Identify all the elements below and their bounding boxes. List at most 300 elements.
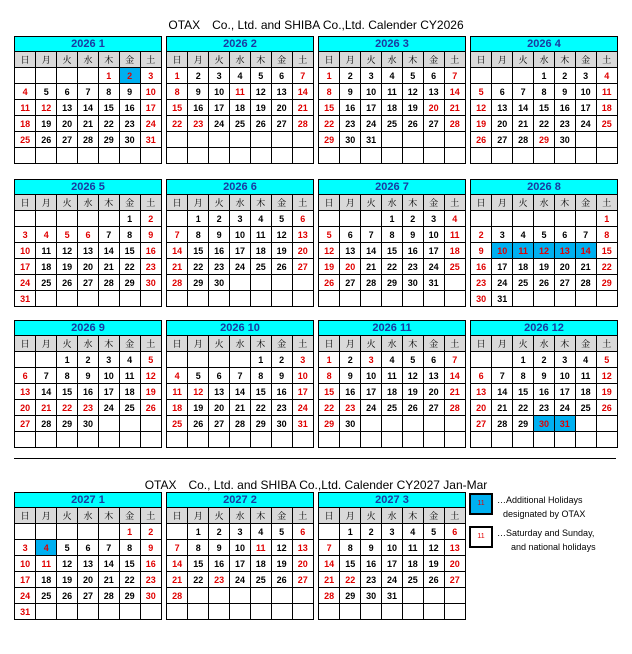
empty-cell — [209, 148, 230, 164]
day-cell: 5 — [402, 68, 423, 84]
weekday-header: 火 — [57, 195, 78, 211]
weekday-header: 月 — [492, 336, 513, 352]
weekday-header: 日 — [319, 508, 340, 524]
empty-cell — [119, 416, 140, 432]
empty-cell — [78, 148, 99, 164]
day-cell: 15 — [319, 384, 340, 400]
empty-cell — [167, 432, 188, 448]
empty-cell — [444, 275, 465, 291]
day-cell: 1 — [382, 211, 403, 227]
day-cell: 28 — [167, 275, 188, 291]
day-cell: 11 — [575, 368, 596, 384]
empty-cell — [292, 432, 313, 448]
day-cell: 29 — [534, 132, 555, 148]
day-cell: 30 — [402, 275, 423, 291]
day-cell: 18 — [596, 100, 617, 116]
day-cell: 8 — [119, 540, 140, 556]
empty-cell — [444, 588, 465, 604]
empty-cell — [57, 68, 78, 84]
empty-cell — [209, 588, 230, 604]
day-cell: 17 — [575, 100, 596, 116]
day-cell: 22 — [119, 572, 140, 588]
empty-cell — [230, 148, 251, 164]
empty-cell — [57, 524, 78, 540]
weekday-header: 木 — [250, 508, 271, 524]
weekday-header: 土 — [292, 52, 313, 68]
empty-cell — [230, 291, 251, 307]
day-cell: 20 — [292, 556, 313, 572]
empty-cell — [188, 352, 209, 368]
day-cell: 18 — [36, 572, 57, 588]
day-cell: 27 — [78, 588, 99, 604]
day-cell: 4 — [382, 352, 403, 368]
day-cell: 26 — [271, 572, 292, 588]
weekday-header: 金 — [271, 508, 292, 524]
day-cell: 5 — [534, 227, 555, 243]
empty-cell — [78, 68, 99, 84]
day-cell: 28 — [292, 116, 313, 132]
day-cell: 7 — [319, 540, 340, 556]
day-cell: 10 — [575, 84, 596, 100]
empty-cell — [361, 211, 382, 227]
day-cell: 7 — [167, 540, 188, 556]
day-cell: 20 — [271, 100, 292, 116]
empty-cell — [57, 148, 78, 164]
empty-cell — [36, 68, 57, 84]
empty-cell — [230, 352, 251, 368]
empty-cell — [271, 604, 292, 620]
empty-cell — [188, 291, 209, 307]
month-header: 2026 2 — [167, 37, 313, 52]
empty-cell — [36, 291, 57, 307]
day-cell: 2 — [471, 227, 492, 243]
day-cell: 22 — [382, 259, 403, 275]
day-cell: 23 — [140, 259, 161, 275]
day-cell: 1 — [119, 211, 140, 227]
day-cell: 16 — [340, 384, 361, 400]
day-cell: 7 — [513, 84, 534, 100]
day-cell: 22 — [167, 116, 188, 132]
day-cell: 25 — [382, 116, 403, 132]
day-cell: 23 — [188, 116, 209, 132]
empty-cell — [361, 148, 382, 164]
empty-cell — [402, 416, 423, 432]
day-cell: 24 — [575, 116, 596, 132]
day-cell: 9 — [140, 227, 161, 243]
weekday-header: 金 — [423, 195, 444, 211]
empty-cell — [513, 211, 534, 227]
day-cell: 21 — [444, 100, 465, 116]
day-cell: 7 — [292, 68, 313, 84]
weekday-header: 月 — [36, 195, 57, 211]
day-cell: 28 — [98, 588, 119, 604]
weekday-header: 金 — [271, 52, 292, 68]
day-cell: 15 — [382, 243, 403, 259]
empty-cell — [15, 352, 36, 368]
empty-cell — [36, 604, 57, 620]
weekday-header: 水 — [382, 508, 403, 524]
empty-cell — [230, 132, 251, 148]
empty-cell — [575, 211, 596, 227]
day-cell: 1 — [250, 352, 271, 368]
weekday-header: 水 — [534, 52, 555, 68]
weekday-header: 日 — [167, 508, 188, 524]
legend-weekend-line1: …Saturday and Sunday, — [497, 528, 595, 538]
day-cell: 2 — [534, 352, 555, 368]
day-cell: 26 — [188, 416, 209, 432]
empty-cell — [167, 604, 188, 620]
day-cell: 9 — [340, 368, 361, 384]
weekday-header: 日 — [15, 52, 36, 68]
day-cell: 29 — [57, 416, 78, 432]
day-cell: 20 — [340, 259, 361, 275]
empty-cell — [596, 291, 617, 307]
day-cell: 24 — [15, 275, 36, 291]
day-cell: 20 — [492, 116, 513, 132]
day-cell: 17 — [382, 556, 403, 572]
empty-cell — [402, 291, 423, 307]
empty-cell — [15, 211, 36, 227]
day-cell: 19 — [188, 400, 209, 416]
day-cell: 10 — [230, 540, 251, 556]
empty-cell — [209, 291, 230, 307]
day-cell: 23 — [140, 572, 161, 588]
month-header: 2027 2 — [167, 493, 313, 508]
weekday-header: 水 — [78, 52, 99, 68]
day-cell: 31 — [492, 291, 513, 307]
month-calendar — [166, 179, 314, 307]
day-cell: 30 — [209, 275, 230, 291]
empty-cell — [119, 291, 140, 307]
weekday-header: 火 — [209, 52, 230, 68]
day-cell: 13 — [209, 384, 230, 400]
day-cell: 27 — [340, 275, 361, 291]
day-cell: 29 — [319, 132, 340, 148]
day-cell: 4 — [444, 211, 465, 227]
day-cell: 29 — [382, 275, 403, 291]
day-cell: 30 — [271, 416, 292, 432]
weekday-header: 水 — [78, 508, 99, 524]
weekday-header: 日 — [319, 195, 340, 211]
empty-cell — [575, 291, 596, 307]
day-cell: 9 — [271, 368, 292, 384]
empty-cell — [250, 432, 271, 448]
day-cell: 14 — [167, 556, 188, 572]
day-cell: 7 — [361, 227, 382, 243]
day-cell: 25 — [230, 116, 251, 132]
empty-cell — [167, 291, 188, 307]
legend-additional-text — [497, 493, 585, 521]
day-cell: 27 — [423, 400, 444, 416]
empty-cell — [98, 211, 119, 227]
weekday-header: 月 — [188, 52, 209, 68]
empty-cell — [340, 291, 361, 307]
empty-cell — [119, 148, 140, 164]
day-cell: 5 — [250, 68, 271, 84]
day-cell: 6 — [57, 84, 78, 100]
day-cell: 17 — [361, 100, 382, 116]
weekday-header: 金 — [119, 508, 140, 524]
day-cell: 9 — [78, 368, 99, 384]
day-cell: 20 — [78, 259, 99, 275]
day-cell: 1 — [534, 68, 555, 84]
day-cell: 14 — [444, 368, 465, 384]
day-cell: 12 — [188, 384, 209, 400]
day-cell: 13 — [292, 227, 313, 243]
day-cell: 28 — [492, 416, 513, 432]
weekday-header: 土 — [596, 52, 617, 68]
day-cell: 19 — [534, 259, 555, 275]
day-cell: 9 — [209, 540, 230, 556]
weekday-header: 火 — [361, 336, 382, 352]
empty-cell — [98, 604, 119, 620]
day-cell: 12 — [271, 540, 292, 556]
day-cell: 10 — [230, 227, 251, 243]
day-cell: 24 — [230, 259, 251, 275]
weekday-header: 土 — [140, 195, 161, 211]
day-cell: 23 — [402, 259, 423, 275]
day-cell: 6 — [444, 524, 465, 540]
empty-cell — [119, 432, 140, 448]
day-cell: 1 — [57, 352, 78, 368]
day-cell: 28 — [78, 132, 99, 148]
empty-cell — [534, 148, 555, 164]
day-cell: 3 — [382, 524, 403, 540]
day-cell: 29 — [250, 416, 271, 432]
day-cell: 9 — [188, 84, 209, 100]
day-cell: 23 — [271, 400, 292, 416]
day-cell: 5 — [271, 524, 292, 540]
empty-cell — [78, 524, 99, 540]
day-cell: 22 — [513, 400, 534, 416]
weekday-header: 日 — [471, 336, 492, 352]
weekday-header: 金 — [271, 195, 292, 211]
day-cell: 21 — [98, 572, 119, 588]
weekday-header: 月 — [340, 508, 361, 524]
empty-cell — [513, 148, 534, 164]
weekday-header: 水 — [78, 195, 99, 211]
day-cell: 26 — [36, 132, 57, 148]
day-cell: 9 — [402, 227, 423, 243]
day-cell: 23 — [209, 259, 230, 275]
weekday-header: 金 — [575, 336, 596, 352]
day-cell: 9 — [140, 540, 161, 556]
weekday-header: 日 — [15, 195, 36, 211]
day-cell: 7 — [167, 227, 188, 243]
day-cell: 15 — [188, 556, 209, 572]
day-cell: 10 — [209, 84, 230, 100]
month-calendar — [470, 36, 618, 164]
empty-cell — [36, 352, 57, 368]
empty-cell — [596, 148, 617, 164]
weekday-header: 木 — [554, 52, 575, 68]
weekday-header: 土 — [292, 195, 313, 211]
empty-cell — [554, 211, 575, 227]
day-cell: 27 — [444, 572, 465, 588]
empty-cell — [209, 132, 230, 148]
day-cell: 3 — [15, 540, 36, 556]
day-cell: 2 — [140, 524, 161, 540]
weekday-header: 木 — [402, 508, 423, 524]
empty-cell — [36, 524, 57, 540]
day-cell: 1 — [319, 352, 340, 368]
month-header: 2026 3 — [319, 37, 465, 52]
day-cell: 21 — [444, 384, 465, 400]
day-cell: 2 — [119, 68, 140, 84]
weekday-header: 金 — [423, 52, 444, 68]
day-cell: 7 — [492, 368, 513, 384]
month-header: 2026 10 — [167, 321, 313, 336]
weekday-header: 金 — [271, 336, 292, 352]
weekday-header: 土 — [444, 336, 465, 352]
empty-cell — [596, 416, 617, 432]
day-cell: 4 — [250, 524, 271, 540]
empty-cell — [471, 211, 492, 227]
day-cell: 17 — [140, 100, 161, 116]
day-cell: 14 — [444, 84, 465, 100]
weekday-header: 土 — [444, 52, 465, 68]
empty-cell — [230, 275, 251, 291]
day-cell: 14 — [98, 556, 119, 572]
day-cell: 25 — [36, 588, 57, 604]
day-cell: 7 — [575, 227, 596, 243]
day-cell: 29 — [188, 275, 209, 291]
day-cell: 12 — [596, 368, 617, 384]
day-cell: 26 — [57, 275, 78, 291]
weekday-header: 木 — [98, 336, 119, 352]
day-cell: 22 — [340, 572, 361, 588]
empty-cell — [471, 352, 492, 368]
day-cell: 6 — [554, 227, 575, 243]
day-cell: 6 — [15, 368, 36, 384]
empty-cell — [402, 604, 423, 620]
day-cell: 6 — [292, 524, 313, 540]
day-cell: 27 — [554, 275, 575, 291]
day-cell: 20 — [57, 116, 78, 132]
day-cell: 20 — [471, 400, 492, 416]
month-header: 2026 4 — [471, 37, 617, 52]
weekday-header: 火 — [57, 336, 78, 352]
day-cell: 19 — [250, 100, 271, 116]
day-cell: 20 — [423, 384, 444, 400]
day-cell: 2 — [188, 68, 209, 84]
day-cell: 21 — [230, 400, 251, 416]
day-cell: 25 — [596, 116, 617, 132]
weekday-header: 水 — [382, 195, 403, 211]
empty-cell — [319, 211, 340, 227]
empty-cell — [271, 291, 292, 307]
month-calendar — [166, 36, 314, 164]
day-cell: 15 — [340, 556, 361, 572]
legend-additional-swatch: 11 — [469, 493, 493, 515]
day-cell: 27 — [57, 132, 78, 148]
day-cell: 4 — [36, 540, 57, 556]
day-cell: 12 — [271, 227, 292, 243]
day-cell: 17 — [15, 259, 36, 275]
weekday-header: 火 — [513, 195, 534, 211]
empty-cell — [319, 432, 340, 448]
empty-cell — [57, 604, 78, 620]
day-cell: 16 — [188, 100, 209, 116]
day-cell: 15 — [250, 384, 271, 400]
weekday-header: 月 — [188, 195, 209, 211]
day-cell: 22 — [534, 116, 555, 132]
day-cell: 20 — [444, 556, 465, 572]
day-cell: 4 — [167, 368, 188, 384]
empty-cell — [188, 132, 209, 148]
weekday-header: 木 — [98, 52, 119, 68]
weekday-header: 金 — [575, 52, 596, 68]
day-cell: 17 — [423, 243, 444, 259]
weekday-header: 木 — [250, 52, 271, 68]
empty-cell — [230, 432, 251, 448]
weekday-header: 月 — [340, 52, 361, 68]
day-cell: 29 — [119, 588, 140, 604]
day-cell: 11 — [15, 100, 36, 116]
day-cell: 6 — [423, 68, 444, 84]
weekday-header: 土 — [140, 52, 161, 68]
day-cell: 2 — [140, 211, 161, 227]
day-cell: 19 — [596, 384, 617, 400]
empty-cell — [534, 432, 555, 448]
empty-cell — [292, 148, 313, 164]
month-calendar — [14, 492, 162, 620]
empty-cell — [423, 432, 444, 448]
day-cell: 2 — [402, 211, 423, 227]
day-cell: 25 — [15, 132, 36, 148]
day-cell: 7 — [444, 68, 465, 84]
weekday-header: 月 — [188, 508, 209, 524]
day-cell: 11 — [167, 384, 188, 400]
day-cell: 11 — [382, 368, 403, 384]
day-cell: 18 — [382, 100, 403, 116]
weekday-header: 金 — [423, 508, 444, 524]
day-cell: 8 — [250, 368, 271, 384]
day-cell: 10 — [98, 368, 119, 384]
day-cell: 21 — [36, 400, 57, 416]
empty-cell — [250, 588, 271, 604]
day-cell: 25 — [575, 400, 596, 416]
divider — [14, 458, 616, 459]
day-cell: 3 — [575, 68, 596, 84]
day-cell: 27 — [15, 416, 36, 432]
empty-cell — [340, 604, 361, 620]
empty-cell — [78, 432, 99, 448]
day-cell: 16 — [471, 259, 492, 275]
day-cell: 2 — [340, 352, 361, 368]
day-cell: 13 — [271, 84, 292, 100]
month-calendar — [470, 179, 618, 307]
month-calendar — [470, 320, 618, 448]
empty-cell — [167, 352, 188, 368]
empty-cell — [575, 416, 596, 432]
empty-cell — [361, 604, 382, 620]
day-cell: 28 — [444, 400, 465, 416]
day-cell: 19 — [402, 100, 423, 116]
day-cell: 30 — [554, 132, 575, 148]
day-cell: 25 — [250, 259, 271, 275]
day-cell: 13 — [15, 384, 36, 400]
day-cell: 17 — [230, 556, 251, 572]
empty-cell — [444, 132, 465, 148]
empty-cell — [292, 588, 313, 604]
day-cell: 21 — [319, 572, 340, 588]
day-cell: 27 — [423, 116, 444, 132]
day-cell: 2 — [271, 352, 292, 368]
day-cell: 24 — [361, 400, 382, 416]
empty-cell — [292, 291, 313, 307]
day-cell: 22 — [188, 259, 209, 275]
